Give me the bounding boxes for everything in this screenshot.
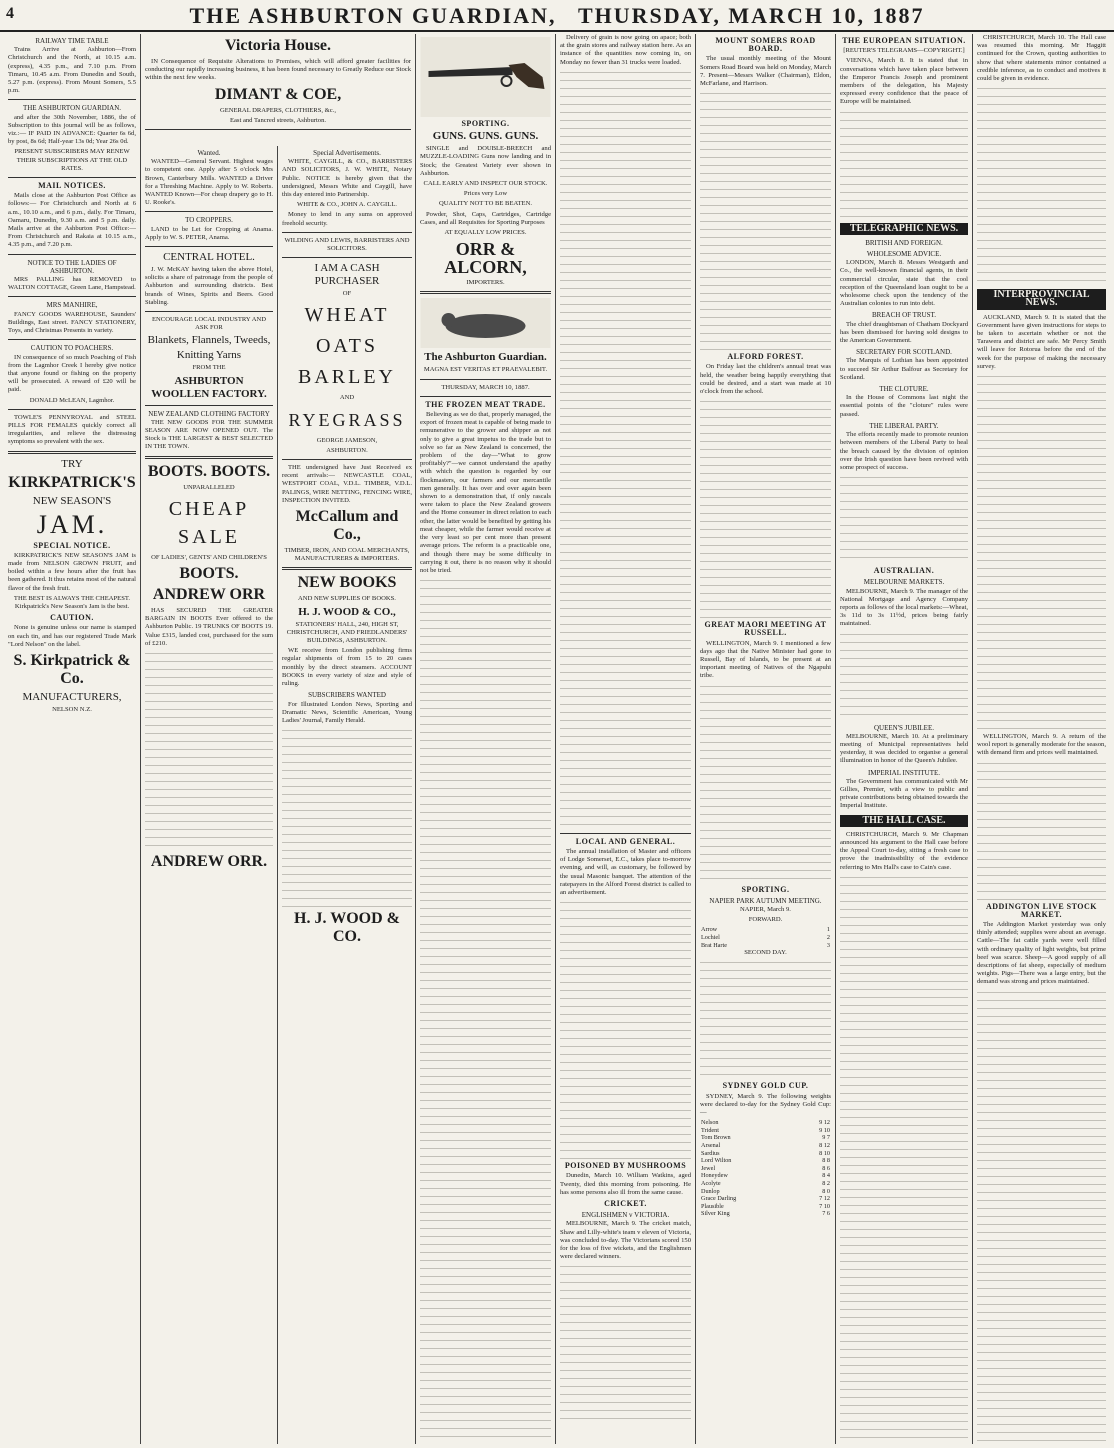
maker-location: NELSON N.Z. <box>52 705 92 713</box>
guardian-text: and after the 30th November, 1886, the of Subscription to this journal will be as follows, viz.:— IF PAID IN ADVANCE: Quarter 6s 6d, by post, 8s 6d; Half-year 13s 0d; Year 26s 0d. <box>8 113 136 146</box>
wanted-text: WANTED—General Servant. Highest wages to competent one. Apply after 5 o'clock Mrs Brown, Canterbury Mills. WANTED a Driver for a Threshing Machine. Apply to W. Roberts. WANTED Known—For cheap drapery go to H. U. Rooke's. <box>145 158 273 207</box>
divider <box>145 311 273 312</box>
second-day-label: SECOND DAY. <box>744 949 787 957</box>
imperial-heading: IMPERIAL INSTITUTE. <box>867 768 941 777</box>
divider <box>282 232 412 233</box>
dimant-location: East and Tancred streets, Ashburton. <box>229 116 327 124</box>
cricket-heading: CRICKET. <box>604 1199 647 1209</box>
weight-row <box>700 1150 831 1158</box>
wilding-heading: WILDING AND LEWIS, BARRISTERS AND SOLICITORS. <box>284 236 410 253</box>
poisoned-text: Dunedin, March 10. William Watkins, aged Twenty, died this morning from poisoning. He has some persons also ill from the same cause. <box>560 1172 691 1196</box>
central-hotel-heading: CENTRAL HOTEL. <box>163 251 255 264</box>
european-text: VIENNA, March 8. It is stated that in conversations which have taken place between the Emperor Francis Joseph and prominent members of the delegation, his Majesty expressed every confidence that the peace of Europe will be maintained. <box>840 57 968 106</box>
small-print-text <box>977 373 1106 733</box>
small-print-text <box>560 69 691 829</box>
divider <box>8 99 136 100</box>
cloture-text: In the House of Commons last night the essential points of the "cloture" rules were passed. <box>840 394 968 418</box>
entry-name: Sardius <box>701 1149 720 1157</box>
call-early: CALL EARLY AND INSPECT OUR STOCK. <box>423 180 548 188</box>
andrew-orr-text: HAS SECURED THE GREATER BARGAIN IN BOOTS Ever offered to the Ashburton Public. 19 TRUNKS OF BOOTS 19. Value £315, landed cost, purchased for the sum of £210. <box>145 607 273 647</box>
divider <box>145 129 411 130</box>
mccallum-sub: TIMBER, IRON, AND COAL MERCHANTS, MANUFACTURERS & IMPORTERS. <box>284 547 410 563</box>
interprovincial-heading: INTERPROVINCIAL NEWS. <box>977 289 1106 309</box>
imperial-text: The Government has communicated with Mr Gillies, Premier, with a view to public and private contributions being obtained towards the Imperial Institute. <box>840 777 968 810</box>
wanted-heading: Wanted. <box>197 149 221 157</box>
manhire-heading: MRS MANHIRE, <box>46 301 98 310</box>
wheat-heading: WHEAT <box>304 304 390 327</box>
entry-name: Tom Brown <box>701 1134 731 1142</box>
cheapest-notice: THE BEST IS ALWAYS THE CHEAPEST. Kirkpatrick's New Season's Jam is the best. <box>13 594 131 610</box>
divider <box>8 451 136 454</box>
caution-heading: CAUTION. <box>50 613 94 623</box>
ryegrass-heading: RYEGRASS <box>288 409 406 430</box>
entry-name: Silver King <box>701 1210 730 1218</box>
entry-value: 9 7 <box>822 1134 830 1142</box>
entry-value: 8 12 <box>819 1142 830 1150</box>
nz-clothing-text: THE NEW GOODS FOR THE SUMMER SEASON ARE NOW OPENED OUT. The Stock is THE LARGEST & BEST SELECTED IN THE TOWN. <box>145 418 273 451</box>
knitting-heading: Knitting Yarns <box>176 349 242 362</box>
small-print-text <box>700 398 831 618</box>
divider <box>145 405 273 406</box>
entry-name: Nelson <box>701 1119 719 1127</box>
melbourne-markets-text: MELBOURNE, March 9. The manager of the National Mortgage and Agency Company reports as follows of the local markets:—Wheat, 3s 11d to 3s 11½d, prices being fairly maintained. <box>840 587 968 628</box>
editorial-dateline: THURSDAY, MARCH 10, 1887. <box>441 383 530 391</box>
powder-text: Powder, Shot, Caps, Cartridges, Cartridge Cases, and all Requisites for Sporting Purposes <box>420 210 551 226</box>
money-notice: Money to lend in any sums on approved freehold security. <box>282 211 412 227</box>
special-notice-text: KIRKPATRICK'S NEW SEASON'S JAM is made from NELSON GROWN FRUIT, and boiled within a few hours after the fruit has been gathered. It thus retains most of the natural flavor of the fresh fruit. <box>8 551 136 592</box>
column-2a <box>141 146 278 1444</box>
page-columns <box>4 34 1110 1444</box>
hjwood-text: WE receive from London publishing firms regular shipments of from 15 to 20 cases monthly by the direct steamers. ACCOUNT BOOKS in every variety of size and style of ruling. <box>282 647 412 688</box>
mccallum-heading: McCallum and Co., <box>295 508 399 544</box>
cricket-text: MELBOURNE, March 9. The cricket match, Shaw and Lilly-white's team v eleven of Victoria, was concluded to-day. The Victorians scored 150 for the loss of five wickets, and the Englishmen were declared winners. <box>560 1220 691 1261</box>
ladies-heading: NOTICE TO THE LADIES OF ASHBURTON. <box>27 258 117 275</box>
jubilee-text: MELBOURNE, March 10. At a preliminary meeting of Municipal representatives held yesterday, it was decided to organise a general illumination in honor of the Queen's Jubilee. <box>840 732 968 765</box>
column-7 <box>973 34 1110 1444</box>
hall-case-text: CHRISTCHURCH, March 9. Mr Chapman announced his argument to the Hall case before the Appeal Court to-day, sitting a fresh case to prove the inadmissibility of the evidence referring to Mrs Hall's case to Cain's case. <box>840 830 968 871</box>
divider <box>8 339 136 340</box>
newspaper-title <box>0 3 1114 29</box>
entry-name: Arrow <box>701 926 718 934</box>
weights-table <box>700 1119 831 1218</box>
poisoned-heading: POISONED BY MUSHROOMS <box>564 1161 687 1171</box>
small-print-text <box>840 474 968 564</box>
prices-label: Prices very Low <box>463 190 508 198</box>
guardian-heading: THE ASHBURTON GUARDIAN. <box>22 104 122 113</box>
entry-value: 9 10 <box>819 1126 830 1134</box>
column-3 <box>416 34 556 1444</box>
entry-name: Jewel <box>701 1164 716 1172</box>
secretary-heading: SECRETARY FOR SCOTLAND. <box>856 348 952 357</box>
entry-value: 3 <box>826 941 830 949</box>
wellington-text: WELLINGTON, March 9. A return of the wool report is generally moderate for the season, with demand firm and prices well maintained. <box>977 733 1106 757</box>
weight-row <box>700 1172 831 1180</box>
weight-row <box>700 1210 831 1218</box>
entry-name: Brat Harte <box>701 941 727 949</box>
divider <box>8 296 136 297</box>
secretary-text: The Marquis of Lothian has been appointed to succeed Sir Arthur Balfour as Secretary for Scotland. <box>840 357 968 381</box>
andrew-orr-footer: ANDREW ORR. <box>150 853 268 871</box>
quality-label: QUALITY NOT TO BE BEATEN. <box>439 200 532 208</box>
hjwood-heading: H. J. WOOD & CO., <box>298 605 396 618</box>
weight-row <box>700 1142 831 1150</box>
divider <box>8 177 136 178</box>
new-books-sub: AND NEW SUPPLIES OF BOOKS. <box>298 595 396 603</box>
small-print-text <box>700 90 831 350</box>
column-2 <box>141 34 416 1444</box>
column-2-split <box>141 146 416 1444</box>
european-sub: [REUTER'S TELEGRAMS—COPYRIGHT.] <box>843 47 965 55</box>
cloture-heading: THE CLOTURE. <box>879 385 929 394</box>
entry-value: 7 6 <box>822 1210 830 1218</box>
telegraphic-heading: TELEGRAPHIC NEWS. <box>840 223 968 235</box>
small-print-text <box>700 683 831 883</box>
small-print-text <box>840 109 968 219</box>
european-heading: THE EUROPEAN SITUATION. <box>842 36 966 45</box>
entry-value: 8 6 <box>822 1164 830 1172</box>
breach-heading: BREACH OF TRUST. <box>871 311 937 320</box>
liberal-heading: THE LIBERAL PARTY. <box>869 421 939 430</box>
white-signature: WHITE & CO., JOHN A. CAYGILL. <box>297 201 397 209</box>
small-print-text <box>977 989 1106 1444</box>
wholesome-heading: WHOLESOME ADVICE. <box>866 250 942 259</box>
poachers-signature: DONALD McLEAN, Lagmhor. <box>29 396 115 404</box>
page-number: 4 <box>6 5 14 22</box>
weight-row <box>700 1188 831 1196</box>
cheap-sale-heading: CHEAP SALE <box>168 497 250 548</box>
liberal-text: The efforts recently made to promote reunion between members of the Liberal Party to heal the breach caused by the division of opinion over the Irish question have been revived with some prospect of success. <box>840 431 968 471</box>
towle-ad: TOWLE'S PENNYROYAL and STEEL PILLS FOR FEMALES quickly correct all irregularities, and relieve the distressing symptoms so prevalent with the sex. <box>8 413 136 446</box>
entry-name: Lord Wilton <box>701 1157 732 1165</box>
victoria-house-heading: Victoria House. <box>224 37 332 54</box>
railway-text: Trains Arrive at Ashburton—From Christchurch and the North, at 10.15 a.m. (express), 4.35 p.m., and 7.10 p.m. From Timaru, 10.45 a.m. From Dunedin and South, 5.27 p.m. (express). From Mount Somers, 5.5 p.m. <box>8 46 136 95</box>
encourage-heading: ENCOURAGE LOCAL INDUSTRY AND ASK FOR <box>152 316 266 332</box>
guns-text: SINGLE and DOUBLE-BREECH and MUZZLE-LOADING Guns now landing and in Stock; the Greatest Variety ever shown in Ashburton. <box>420 145 551 177</box>
entry-value: 8 4 <box>822 1172 830 1180</box>
issue-date: THURSDAY, MARCH 10, 1887 <box>577 3 925 28</box>
paper-motto: MAGNA EST VERITAS ET PRAEVALEBIT. <box>423 366 548 374</box>
local-general-text: The annual installation of Master and officers of Lodge Somerset, E.C., takes place to-morrow evening, and will, as customary, be followed by the usual Masonic banquet. The attention of the ratepayers in the Alford Forest district is called to an advertisement. <box>560 848 691 897</box>
cricket-subheading: ENGLISHMEN v VICTORIA. <box>581 1211 670 1220</box>
napier-heading: NAPIER PARK AUTUMN MEETING. <box>709 896 822 905</box>
addington-text: The Addington Market yesterday was only thinly attended; supplies were about an average. Cattle—The fat cattle yards were well filled with ordinary quality of light weights, but prime beef was scarce. Sheep—A good supply of all descriptions of fat sheep, especially of medium weights. Pigs—There was a large entry, but the demand was strong and prices maintained. <box>977 921 1106 986</box>
small-print-text <box>977 85 1106 285</box>
special-ads-heading: Special Advertisements. <box>313 149 381 157</box>
barley-heading: BARLEY <box>298 366 396 389</box>
blankets-heading: Blankets, Flannels, Tweeds, <box>147 334 271 347</box>
race-results-table <box>700 926 831 949</box>
divider <box>282 459 412 460</box>
small-print-text <box>977 760 1106 900</box>
title-text: THE ASHBURTON GUARDIAN, <box>189 3 557 28</box>
entry-name: Lochiel <box>701 934 720 942</box>
entry-name: Acolyte <box>701 1180 721 1188</box>
entry-value: 7 10 <box>819 1202 830 1210</box>
croppers-text: LAND to be Let for Cropping at Anama. Apply to W. S. PETER, Anama. <box>145 225 273 241</box>
weight-row <box>700 1195 831 1203</box>
small-print-text <box>145 650 273 850</box>
kirkpatrick-maker: S. Kirkpatrick & Co. <box>13 651 131 687</box>
alford-forest-heading: ALFORD FOREST. <box>727 352 804 362</box>
manhire-text: FANCY GOODS WAREHOUSE, Saunders' Buildings, East street. FANCY STATIONERY, Toys, and Christmas Presents in variety. <box>8 310 136 335</box>
entry-name: Dunlop <box>701 1187 720 1195</box>
mail-text: Mails close at the Ashburton Post Office as follows:— For Christchurch and North at 6 a.m., 10.10 a.m., and 6 p.m., daily. For Timaru, Oamaru, Dunedin, 9.30 a.m. and 5 p.m. daily. Mails arrive at the Ashburton Post Office:— From Christchurch and Rakaia at 10.15 a.m., 4.35 p.m., and 7.20 p.m. <box>8 192 136 249</box>
central-hotel-text: J. W. McKAY having taken the above Hotel, solicits a share of patronage from the people of Ashburton and surrounding districts. Best brands of Wines, Spirits and Beers. Good Stabling. <box>145 266 273 306</box>
sporting-news-heading: SPORTING. <box>741 884 790 894</box>
entry-value: 9 12 <box>819 1119 830 1127</box>
boots-heading: BOOTS. BOOTS. <box>147 462 271 480</box>
divider <box>145 211 273 212</box>
race-result-row <box>700 942 831 950</box>
entry-name: Arsenal <box>701 1142 721 1150</box>
sydney-cup-text: SYDNEY, March 9. The following weights were declared to-day for the Sydney Gold Cup:— <box>700 1092 831 1117</box>
entry-value: 7 12 <box>819 1195 830 1203</box>
jam-heading: JAM. <box>36 509 108 539</box>
divider <box>282 567 412 570</box>
and-label: AND <box>339 394 355 402</box>
unparalleled-label: UNPARALLELED <box>183 483 235 491</box>
entry-value: 2 <box>826 934 830 942</box>
boots-subheading: BOOTS. <box>179 565 239 583</box>
paper-title: The Ashburton Guardian. <box>424 351 547 364</box>
mail-heading: MAIL NOTICES. <box>38 181 106 191</box>
entry-name: Trident <box>701 1126 719 1134</box>
subscribers-notice: PRESENT SUBSCRIBERS MAY RENEW THEIR SUBSCRIPTIONS AT THE OLD RATES. <box>14 148 130 172</box>
of-label: OF <box>342 290 352 298</box>
column-2b <box>278 146 416 1444</box>
try-heading: TRY <box>61 457 83 470</box>
special-notice-heading: SPECIAL NOTICE. <box>33 540 111 550</box>
mount-somers-text: The usual monthly meeting of the Mount Somers Road Board was held on Monday, March 7. Present—Messrs Walker (Chairman), Eldon, McFarlane, and Harrison. <box>700 55 831 88</box>
railway-heading: RAILWAY TIME TABLE <box>35 37 109 45</box>
hall-case-heading: THE HALL CASE. <box>840 815 968 827</box>
wholesome-text: LONDON, March 8. Messrs Westgarth and Co., the well-known financial agents, in their commercial circular, state that the cool reception of the Queensland loan ought to be a wholesome check upon the tendency of the Australian colonies to run into debt. <box>840 259 968 308</box>
small-print-text <box>282 727 412 907</box>
australian-heading: AUSTRALIAN. <box>873 566 935 576</box>
telegraphic-sub: BRITISH AND FOREIGN. <box>865 238 943 247</box>
poachers-heading: CAUTION TO POACHERS. <box>30 344 114 353</box>
race-result-row <box>700 934 831 942</box>
column-4 <box>556 34 696 1444</box>
victoria-house-ad <box>141 37 415 130</box>
small-print-text <box>560 899 691 1159</box>
hall-case-continued: CHRISTCHURCH, March 10. The Hall case was resumed this morning. Mr Haggitt continued for the Crown, quoting authorities to show that where statements minor contained a credible inference, as to conduct and motives it could be given in evidence. <box>977 34 1106 83</box>
breach-text: The chief draughtsman of Chatham Dockyard has been dismissed for having sold designs to the American Government. <box>840 320 968 345</box>
divider <box>145 456 273 459</box>
small-print-text <box>840 874 968 1444</box>
divider <box>282 257 412 258</box>
grain-text: Delivery of grain is now going on apace; both at the grain stores and railway station here. As an instance of the quantities now coming in, on Monday no fewer than 31 trucks were loaded. <box>560 34 691 66</box>
small-print-text <box>560 1263 691 1423</box>
victoria-house-text: IN Consequence of Requisite Alterations to Premises, which will afford greater facilities for conducting our rapidly increasing business, it has been found necessary to Greatly Reduce our Stock within the next few weeks. <box>145 58 411 82</box>
divider <box>560 833 691 834</box>
kirkpatrick-heading: KIRKPATRICK'S <box>8 473 136 491</box>
divider <box>8 254 136 255</box>
woollen-factory-heading: ASHBURTON WOOLLEN FACTORY. <box>151 374 267 400</box>
poachers-text: IN consequence of so much Poaching of Fish from the Lagmhor Creek I hereby give notice that anyone found or fishing on the property will be prosecuted. A reward of £20 will be paid. <box>8 353 136 394</box>
addington-heading: ADDINGTON LIVE STOCK MARKET. <box>985 901 1098 919</box>
divider <box>8 409 136 410</box>
weight-row <box>700 1127 831 1135</box>
croppers-heading: TO CROPPERS. <box>185 216 233 225</box>
editorial-heading: THE FROZEN MEAT TRADE. <box>425 399 546 409</box>
weight-row <box>700 1180 831 1188</box>
maori-meeting-text: WELLINGTON, March 9. I mentioned a few days ago that the Native Minister had gone to Russell, Bay of Islands, to be present at an important meeting of Natives of the Ngapuhi tribe. <box>700 639 831 680</box>
subscribers-wanted-text: For Illustrated London News, Sporting and Dramatic News, Scientific American, Young Ladies' Journal, Family Herald. <box>282 700 412 724</box>
prices-low-label: AT EQUALLY LOW PRICES. <box>444 229 527 237</box>
small-print-text <box>840 631 968 721</box>
hjwood-footer: H. J. WOOD & CO. <box>294 910 400 946</box>
oats-heading: OATS <box>315 335 378 358</box>
melbourne-markets-heading: MELBOURNE MARKETS. <box>863 578 945 587</box>
race-result-row <box>700 926 831 934</box>
interprovincial-text: AUCKLAND, March 9. It is stated that the Government have given instructions for steps to be taken to ascertain whether or not the Tarawera and district are safe. Mr Percy Smith will leave for Rotorua before the end of the week for the purpose of making the necessary survey. <box>977 313 1106 370</box>
special-ads-text: WHITE, CAYGILL, & CO., BARRISTERS AND SOLICITORS, J. W. WHITE, Notary Public. NOTICE is hereby given that the undersigned, Messrs White and Caygill, have this day entered into Partnership. <box>282 158 412 199</box>
jubilee-heading: QUEEN'S JUBILEE. <box>874 723 934 732</box>
divider <box>420 379 551 380</box>
local-general-heading: LOCAL AND GENERAL. <box>575 836 676 846</box>
of-ladies-label: OF LADIES', GENTS' AND CHILDREN'S <box>151 553 267 561</box>
jameson-name: GEORGE JAMESON, <box>316 436 378 444</box>
mount-somers-heading: MOUNT SOMERS ROAD BOARD. <box>715 36 816 54</box>
weight-row <box>700 1203 831 1211</box>
new-books-heading: NEW BOOKS <box>297 574 397 592</box>
alford-forest-text: On Friday last the children's annual treat was held, the weather being happily everything that could be desired, and a start was made at 10 o'clock from the school. <box>700 363 831 396</box>
new-season-heading: NEW SEASON'S <box>32 494 112 507</box>
jameson-location: ASHBURTON. <box>326 446 368 454</box>
dimant-heading: DIMANT & COE, <box>214 85 342 103</box>
entry-value: 8 0 <box>822 1187 830 1195</box>
sporting-heading: SPORTING. <box>461 119 510 128</box>
entry-value: 8 8 <box>822 1157 830 1165</box>
entry-value: 1 <box>826 926 830 934</box>
divider <box>420 291 551 294</box>
small-print-text <box>700 959 831 1079</box>
cash-purchaser-heading: I AM A CASH PURCHASER <box>314 262 380 288</box>
caution-text: None is genuine unless our name is stamped on each tin, and has our registered Trade Mark "Lord Nelson" on the label. <box>8 624 136 648</box>
masthead-engraving <box>420 298 551 348</box>
orr-alcorn-heading: ORR & ALCORN, <box>444 239 527 278</box>
guns-heading: GUNS. GUNS. GUNS. <box>432 130 539 143</box>
hjwood-sub: STATIONERS' HALL, 240, HIGH ST, CHRISTCHURCH, AND FRIEDLANDERS' BUILDINGS, ASHBURTON. <box>286 620 408 645</box>
importers-label: IMPORTERS. <box>466 279 505 287</box>
divider <box>145 246 273 247</box>
entry-value: 8 2 <box>822 1180 830 1188</box>
weight-row <box>700 1119 831 1127</box>
entry-name: Grace Darling <box>701 1195 737 1203</box>
subscribers-wanted-heading: SUBSCRIBERS WANTED <box>308 691 386 700</box>
maori-meeting-heading: GREAT MAORI MEETING AT RUSSELL. <box>704 620 827 638</box>
from-label: FROM THE <box>192 364 226 372</box>
entry-name: Honeydew <box>701 1172 728 1180</box>
andrew-orr-heading: ANDREW ORR <box>152 586 266 604</box>
weight-row <box>700 1157 831 1165</box>
mccallum-intro: THE undersigned have Just Received ex recent arrivals:— NEWCASTLE COAL, WESTPORT COAL, V.D.L. TIMBER, V.D.L. PALINGS, WIRE NETTING, FENCING WIRE, INSPECTION INVITED. <box>282 464 412 504</box>
column-5 <box>696 34 836 1444</box>
forward-label: FORWARD. <box>748 916 783 924</box>
weight-row <box>700 1165 831 1173</box>
shotgun-illustration <box>420 37 551 117</box>
ladies-text: MRS PALLING has REMOVED to WALTON COTTAGE, Green Lane, Hampstead. <box>8 276 136 292</box>
manufacturers-label: MANUFACTURERS, <box>22 690 122 703</box>
nz-clothing-heading: NEW ZEALAND CLOTHING FACTORY <box>148 409 270 418</box>
napier-dateline: NAPIER, March 9. <box>740 906 791 914</box>
divider <box>420 396 551 397</box>
sydney-cup-heading: SYDNEY GOLD CUP. <box>722 1081 809 1091</box>
small-print-text <box>420 577 551 1444</box>
weight-row <box>700 1134 831 1142</box>
column-6 <box>836 34 973 1444</box>
dimant-sub: GENERAL DRAPERS, CLOTHIERS, &c., <box>219 106 337 114</box>
entry-name: Plausible <box>701 1202 724 1210</box>
entry-value: 8 10 <box>819 1149 830 1157</box>
editorial-text: Believing as we do that, properly managed, the export of frozen meat is capable of being made to remunerative to the grower and shipper as not only to give a great impetus to the trade but to solve so far as New Zealand is concerned, the problem of the day—"What to grow profitably?"—we cannot understand the apathy with which the question is regarded by our flockmasters, our farmers and our mercantile men generally. It has over and over again been shown to a demonstration that, if only rascals were taken to place the New Zealand growers and the Home consumer in direct relation to each other, the latter would be benefited by getting his meat cheaper, while the farmer would receive at the very least so per cent more than present average prices. The reform is a practicable one, and though there may be some difficulty in carrying it out, there is no reason why it should not be tried. <box>420 411 551 574</box>
masthead <box>0 0 1114 32</box>
column-1 <box>4 34 141 1444</box>
